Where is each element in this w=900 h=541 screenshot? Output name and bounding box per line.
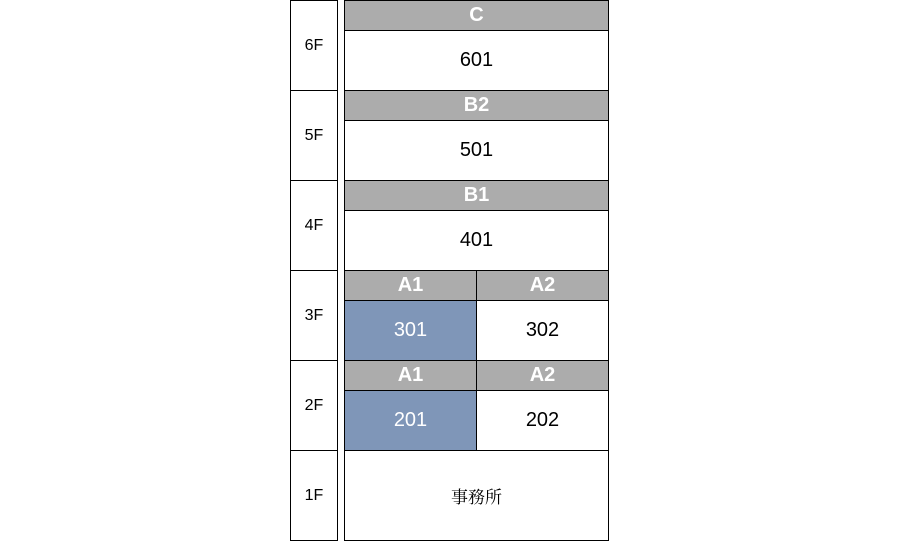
floor-label-1f: 1F	[290, 450, 338, 541]
room-601: 601	[344, 30, 609, 91]
unit-header-a2-2f: A2	[476, 360, 609, 391]
unit-header-a1-2f: A1	[344, 360, 477, 391]
room-501: 501	[344, 120, 609, 181]
floor-label-5f: 5F	[290, 90, 338, 181]
unit-header-a2-3f: A2	[476, 270, 609, 301]
room-401: 401	[344, 210, 609, 271]
unit-header-a1-3f: A1	[344, 270, 477, 301]
unit-header-c: C	[344, 0, 609, 31]
floor-label-2f: 2F	[290, 360, 338, 451]
floor-label-3f: 3F	[290, 270, 338, 361]
room-201: 201	[344, 390, 477, 451]
unit-header-b2: B2	[344, 90, 609, 121]
room-302: 302	[476, 300, 609, 361]
room-202: 202	[476, 390, 609, 451]
floor-label-6f: 6F	[290, 0, 338, 91]
room-301: 301	[344, 300, 477, 361]
office-room: 事務所	[344, 450, 609, 541]
floor-label-4f: 4F	[290, 180, 338, 271]
unit-header-b1: B1	[344, 180, 609, 211]
